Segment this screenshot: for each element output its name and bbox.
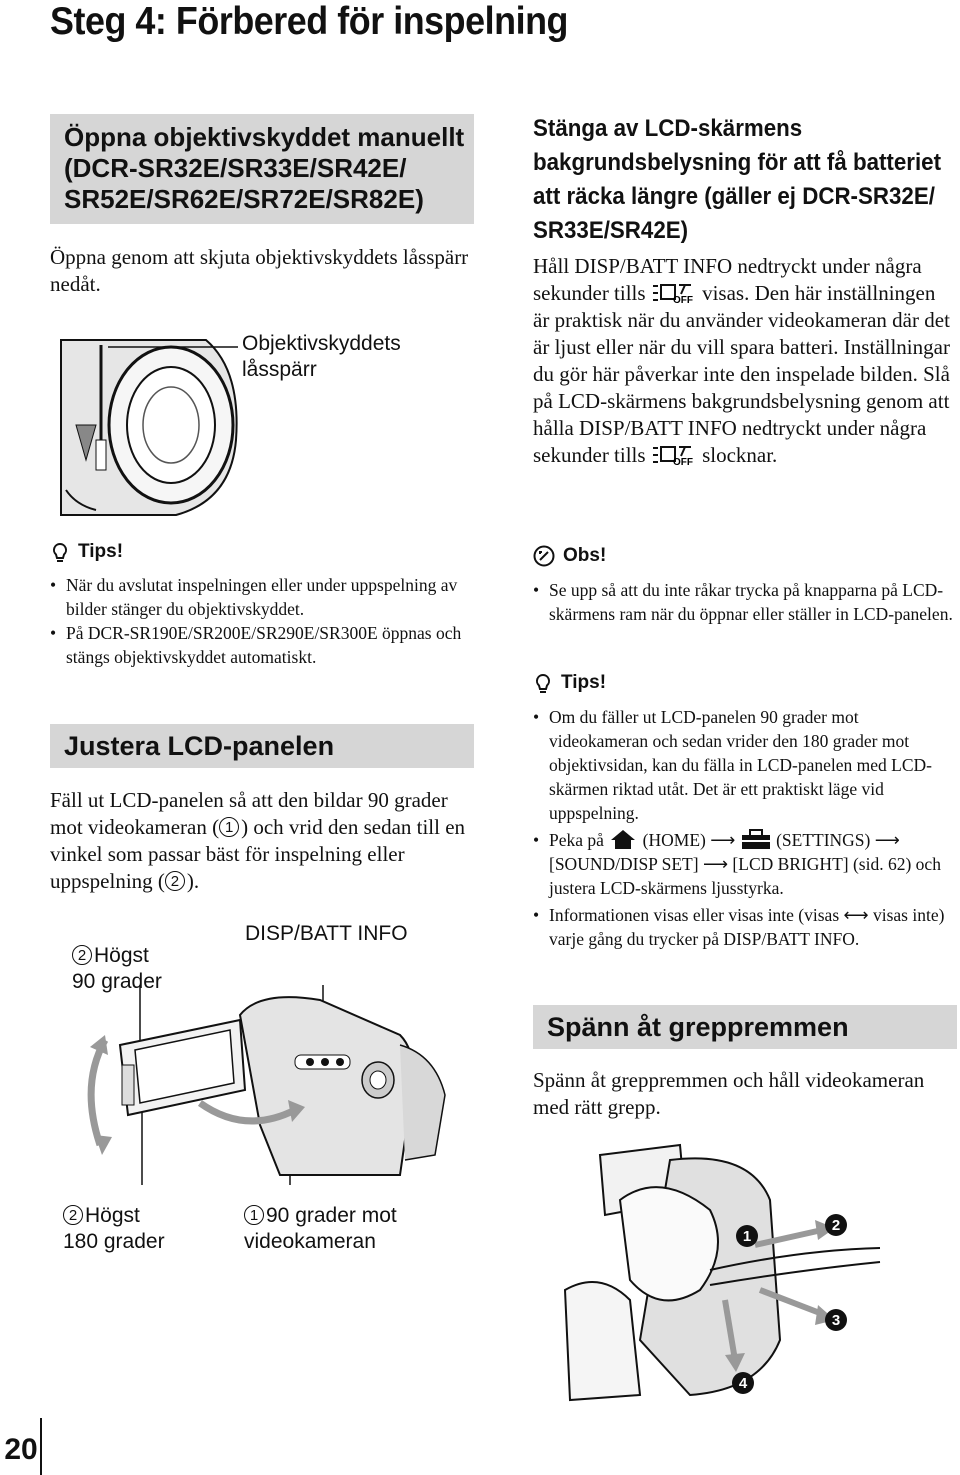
text-run: (sid. 62) och justera LCD-skärmens ljusstyrka. bbox=[549, 854, 941, 898]
section-heading-lens-cover bbox=[50, 114, 474, 224]
number-marker: 2 bbox=[165, 871, 185, 891]
lightbulb-icon bbox=[50, 541, 70, 563]
text-run: visas. bbox=[702, 281, 750, 305]
arrow-right-icon: ⟶ bbox=[874, 830, 900, 850]
tips-title: Tips! bbox=[78, 541, 124, 562]
step-marker-4-label: 4 bbox=[738, 1375, 748, 1392]
text-run: [LCD BRIGHT] bbox=[732, 854, 849, 874]
lcd-instruction bbox=[50, 787, 470, 895]
text-run: (SETTINGS) bbox=[776, 830, 871, 850]
lens-cover-illustration bbox=[56, 330, 246, 520]
heading-line: Öppna objektivskyddet manuellt bbox=[64, 122, 465, 152]
number-marker: 1 bbox=[244, 1205, 264, 1225]
warning-icon bbox=[533, 545, 555, 567]
heading-line: Stänga av LCD-skärmens bbox=[533, 115, 803, 142]
step-marker-3-label: 3 bbox=[831, 1312, 841, 1329]
heading-line: SR33E/SR42E) bbox=[533, 217, 689, 244]
heading-line: SR52E/SR62E/SR72E/SR82E) bbox=[64, 184, 424, 214]
lens-cover-instruction: Öppna genom att skjuta objektivskyddets låsspärr nedåt. bbox=[50, 245, 469, 296]
text-run: [SOUND/DISP SET] bbox=[549, 854, 699, 874]
text-run: visas inte) varje gång du trycker på DISP/BATT INFO. bbox=[549, 905, 945, 949]
page-title: Steg 4: Förbered för inspelning bbox=[50, 0, 569, 43]
label-max-180 bbox=[63, 1203, 165, 1255]
tips-list bbox=[50, 573, 470, 669]
tips-heading bbox=[50, 541, 123, 563]
number-marker: 2 bbox=[63, 1205, 83, 1225]
text-run: Fäll ut LCD-panelen så att den bildar 90 grader mot videokameran ( bbox=[50, 788, 448, 839]
step-marker-2-label: 2 bbox=[831, 1217, 841, 1234]
text-run: ) och vrid den sedan till en vinkel som passar bäst för inspelning eller uppspelning ( bbox=[50, 815, 466, 893]
tips-title: Tips! bbox=[561, 672, 607, 693]
obs-heading bbox=[533, 545, 606, 567]
label-90-degrees bbox=[244, 1203, 397, 1255]
text-run: Högst bbox=[94, 944, 149, 967]
text-run: Den här inställningen är praktisk när du använder videokameran där det är ljust eller när du vill spara batteri. Inställningar du gör här påverkar inte den inspelade bilden. Slå på LCD-skärmens bakgrundsbelysning genom att hålla DISP/BATT INFO nedtryckt under några sekunder tills bbox=[533, 281, 950, 467]
svg-text:OFF: OFF bbox=[672, 295, 693, 304]
arrow-both-icon: ⟷ bbox=[843, 905, 869, 925]
section-heading-backlight bbox=[533, 112, 941, 248]
backlight-off-icon bbox=[651, 282, 697, 304]
tips-list bbox=[533, 705, 958, 951]
backlight-instruction bbox=[533, 253, 955, 469]
heading-line: (DCR-SR32E/SR33E/SR42E/ bbox=[64, 153, 407, 183]
lightbulb-icon bbox=[533, 672, 553, 694]
list-item: • Om du fäller ut LCD-panelen 90 grader mot videokameran och sedan vrider den 180 grader mot objektivsidan, kan du fälla in LCD-panelen med LCD-skärmen riktad utåt. Det är ett praktiskt läge vid uppspelning. bbox=[533, 705, 958, 825]
toolbox-icon bbox=[740, 828, 772, 850]
lcd-panel-illustration bbox=[60, 985, 480, 1185]
obs-list bbox=[533, 578, 958, 626]
number-marker: 2 bbox=[72, 945, 92, 965]
arrow-right-icon: ⟶ bbox=[710, 830, 736, 850]
list-item: • På DCR-SR190E/SR200E/SR290E/SR300E öppnas och stängs objektivskyddet automatiskt. bbox=[50, 621, 470, 669]
text-run: 90 grader bbox=[72, 970, 162, 993]
text-run: videokameran bbox=[244, 1230, 376, 1253]
number-marker: 1 bbox=[219, 817, 239, 837]
text-run: 180 grader bbox=[63, 1230, 165, 1253]
backlight-off-icon bbox=[651, 444, 697, 466]
page-number: 20 bbox=[4, 1433, 38, 1466]
text-run: 90 grader mot bbox=[266, 1204, 397, 1227]
tips-heading bbox=[533, 672, 606, 694]
text-run: (HOME) bbox=[642, 830, 706, 850]
list-item bbox=[533, 903, 958, 951]
text-run: slocknar. bbox=[702, 443, 778, 467]
svg-text:OFF: OFF bbox=[672, 457, 693, 466]
lens-lock-label: Objektivskyddets låsspärr bbox=[242, 332, 401, 381]
text-run: Håll DISP/BATT INFO nedtryckt under några sekunder tills bbox=[533, 254, 922, 305]
obs-title: Obs! bbox=[563, 545, 607, 566]
heading-line: bakgrundsbelysning för att få batteriet bbox=[533, 149, 942, 176]
list-item: • När du avslutat inspelningen eller under uppspelning av bilder stänger du objektivskyddet. bbox=[50, 573, 470, 621]
grip-instruction: Spänn åt greppremmen och håll videokameran med rätt grepp. bbox=[533, 1068, 925, 1119]
list-item: • Se upp så att du inte råkar trycka på knapparna på LCD-skärmens ram när du öppnar eller ställer in LCD-panelen. bbox=[533, 578, 958, 626]
arrow-right-icon: ⟶ bbox=[702, 854, 729, 874]
grip-strap-illustration bbox=[560, 1140, 890, 1410]
home-icon bbox=[608, 828, 638, 850]
text-run: Peka på bbox=[549, 830, 604, 850]
heading-line: att räcka längre (gäller ej DCR-SR32E/ bbox=[533, 183, 935, 210]
list-item bbox=[533, 828, 958, 900]
text-run: Informationen visas eller visas inte (visas bbox=[549, 905, 840, 925]
text-run: Högst bbox=[85, 1204, 140, 1227]
step-marker-1-label: 1 bbox=[742, 1228, 752, 1245]
section-heading-lcd: Justera LCD-panelen bbox=[50, 724, 474, 768]
callout-line bbox=[108, 342, 248, 352]
section-heading-grip: Spänn åt greppremmen bbox=[533, 1005, 957, 1049]
text-run: ). bbox=[186, 869, 200, 893]
label-disp-batt: DISP/BATT INFO bbox=[245, 922, 408, 945]
